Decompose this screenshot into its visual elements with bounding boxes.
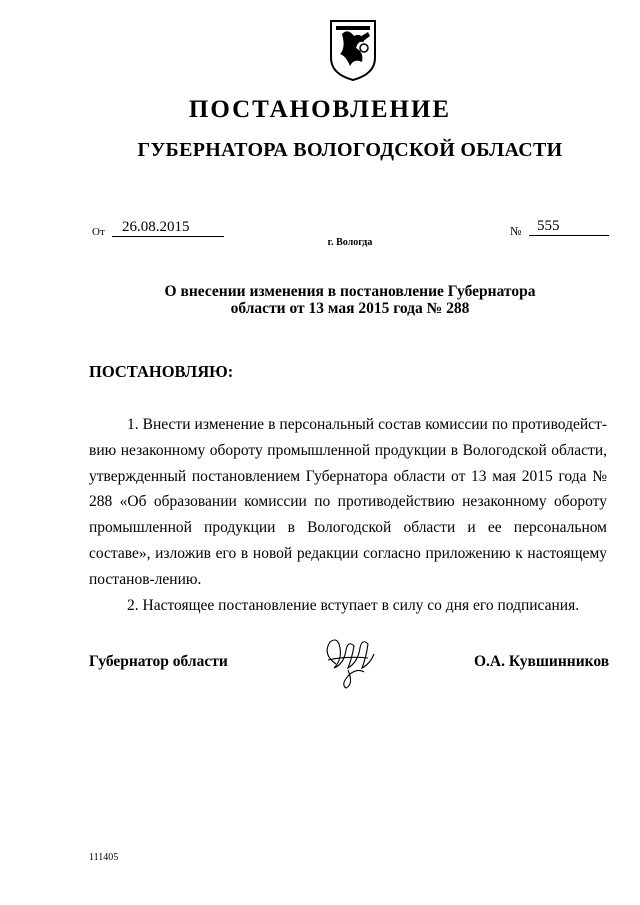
document-title: ПОСТАНОВЛЕНИЕ [188, 96, 452, 123]
document-subtitle: ГУБЕРНАТОРА ВОЛОГОДСКОЙ ОБЛАСТИ [137, 139, 563, 161]
footer-code: 111405 [89, 852, 119, 863]
document-number: 555 [529, 217, 609, 236]
city-label: г. Вологда [327, 237, 373, 248]
number-prefix: № [510, 224, 522, 238]
date-prefix: От [92, 226, 105, 238]
decree-word: ПОСТАНОВЛЯЮ: [89, 362, 234, 381]
document-subject [0, 283, 640, 317]
coat-of-arms-emblem [328, 18, 378, 82]
subject-line-2: области от 13 мая 2015 года № 288 [230, 300, 470, 317]
signer-position: Губернатор области [89, 653, 228, 670]
subject-line-1: О внесении изменения в постановление Губернатора [164, 283, 536, 300]
handwritten-signature [318, 634, 386, 690]
document-date: 26.08.2015 [112, 218, 224, 237]
body-paragraph-1: 1. Внести изменение в персональный состав комиссии по противодейст-вию незаконному обороту промышленной продукции в Вологодской области, утвержденный постановлением Губернатора области от 13 мая 2015 года № 288 «Об образовании комиссии по противодействию незаконному обороту промышленной продукции в Вологодской области и ее персональном составе», изложив его в новой редакции согласно приложению к настоящему постанов-лению. [89, 416, 607, 588]
body-paragraph-2: 2. Настоящее постановление вступает в силу со дня его подписания. [127, 596, 580, 614]
signer-name: О.А. Кувшинников [474, 653, 610, 670]
document-body [89, 412, 607, 618]
